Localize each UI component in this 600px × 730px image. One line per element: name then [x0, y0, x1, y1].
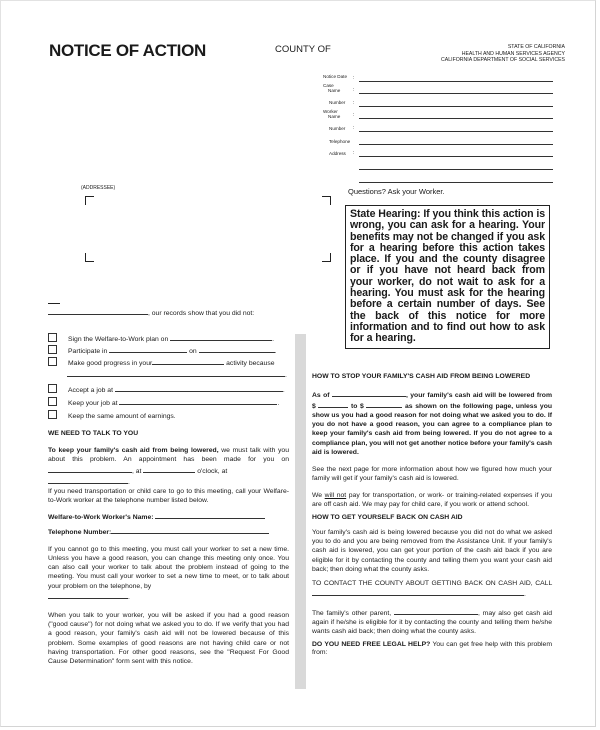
field-colon: : — [353, 112, 355, 118]
field-line[interactable] — [359, 93, 553, 94]
column-separator-bar — [295, 334, 306, 689]
date-blank[interactable] — [48, 307, 148, 315]
underlined-text: will not — [324, 491, 347, 499]
text: As of — [312, 392, 330, 400]
punct: . — [282, 387, 285, 394]
expenses-paragraph — [312, 491, 552, 509]
appointment-time-blank[interactable] — [143, 465, 195, 473]
records-statement — [48, 307, 254, 317]
field-case-name[interactable] — [323, 84, 583, 96]
bold-text: To keep your family's cash aid from being lowered, — [48, 447, 219, 455]
punct: . — [277, 400, 280, 407]
amount-from-blank[interactable] — [318, 400, 348, 408]
telephone-label: Telephone Number: — [48, 528, 112, 536]
other-parent-paragraph — [312, 607, 552, 636]
checklist-text: Keep your job at — [68, 400, 118, 407]
text: pay for transportation, or work- or training-related expenses if you are off cash aid. We may pay for child care, if you work or attend school. — [312, 491, 552, 509]
checkbox[interactable] — [48, 345, 57, 354]
agency-line: STATE OF CALIFORNIA — [507, 44, 565, 50]
field-line[interactable] — [359, 81, 553, 82]
checklist-item[interactable] — [48, 410, 176, 422]
appointment-date-blank[interactable] — [48, 465, 132, 473]
checkbox[interactable] — [48, 397, 57, 406]
text: We — [312, 491, 325, 499]
contact-paragraph: TO CONTACT THE COUNTY ABOUT GETTING BACK ON CASH AID, CALL . — [312, 579, 552, 598]
addressee-corner-mark — [322, 253, 331, 262]
deadline-blank[interactable] — [48, 591, 128, 599]
checklist-mid: activity because — [226, 360, 275, 367]
punct: . — [272, 336, 275, 343]
field-label: Notice Date — [323, 74, 348, 79]
checklist-text: Make good progress in your — [68, 360, 153, 367]
field-colon: : — [353, 100, 355, 106]
checklist-text: Keep the same amount of earnings. — [68, 413, 176, 420]
field-line[interactable] — [359, 144, 553, 145]
amount-to-blank[interactable] — [366, 400, 402, 408]
section-heading: HOW TO GET YOURSELF BACK ON CASH AID — [312, 514, 463, 522]
text: as shown on the following page, unless you show us you had a good reason for not doing what we asked you to do. If you do not have a good reason, you can agree to a compliance plan to keep your family's cash aid from being lowered. If you do not agree to a compliance plan, you will not get another notice before your family's cash aid is lowered. — [312, 403, 553, 456]
agency-header — [441, 44, 565, 64]
telephone-row — [48, 526, 289, 537]
legal-help-paragraph — [312, 641, 552, 657]
field-case-number[interactable] — [323, 97, 583, 109]
back-on-aid-paragraph: Your family's cash aid is being lowered because you did not do what we asked you to do and you are being removed from the Assistance Unit. If your family's cash aid is lowered, you can get your portion of the cash aid back if you are eligible for it by contacting the county and telling them you want your cash aid back; then doing what the county asks. — [312, 529, 552, 573]
field-prefix: Worker — [323, 109, 338, 114]
text: to $ — [351, 403, 364, 411]
checklist-text: Sign the Welfare-to-Work plan on — [68, 336, 169, 343]
cannot-go-paragraph: If you cannot go to this meeting, you must call your worker to set a new time. Unless you have a good reason, you can change this meeting only once. You can also call your worker to talk about the problem instead of going to the meeting. You must call your worker to set a new time to meet, or to talk about your problem on the telephone, by . — [48, 545, 289, 601]
addressee-corner-mark — [322, 196, 331, 205]
field-label: Number — [329, 126, 346, 131]
good-cause-paragraph: When you talk to your worker, you will be asked if you had a good reason ("good cause") for not doing what we asked you to do. If we verify that you had a good reason, your family's cash aid will not be lowered because of this problem. Some examples of good reasons are not having child care or not having transportation. For other good reasons, see the "Request For Good Cause Determination" form sent with this notice. — [48, 612, 289, 666]
field-label: Telephone — [329, 139, 351, 144]
punct: . — [274, 348, 277, 355]
other-parent-blank[interactable] — [394, 607, 478, 615]
appointment-paragraph: To keep your family's cash aid from being lowered, we must talk with you about this problem. An appointment has been made for you on , at o'clock, at . — [48, 447, 289, 486]
text: TO CONTACT THE COUNTY ABOUT GETTING BACK ON CASH AID, CALL — [312, 579, 552, 587]
blank[interactable] — [170, 333, 275, 343]
field-label: Name — [328, 114, 341, 119]
field-line[interactable] — [359, 156, 553, 157]
worker-name-row — [48, 511, 289, 522]
text: , may also get cash aid again if he/she is eligible for it by contacting the county and telling them he/she wants cash aid back; then doing what the county asks. — [312, 609, 553, 636]
text: , at — [132, 467, 142, 475]
checkbox[interactable] — [48, 357, 57, 366]
field-colon: : — [353, 150, 355, 156]
field-worker-name[interactable] — [323, 109, 583, 121]
field-prefix: Case — [323, 83, 334, 88]
page-title: NOTICE OF ACTION — [49, 41, 207, 60]
section-heading: HOW TO STOP YOUR FAMILY'S CASH AID FROM BEING LOWERED — [312, 373, 531, 380]
blank[interactable] — [115, 384, 283, 392]
field-label: Address — [329, 151, 346, 156]
addressee-corner-mark — [85, 196, 94, 205]
blank[interactable] — [67, 369, 285, 377]
checklist-continuation[interactable] — [67, 369, 287, 381]
addressee-label: (ADDRESSEE) — [81, 185, 116, 191]
stop-lowering-section — [312, 372, 552, 657]
checkbox[interactable] — [48, 333, 57, 342]
field-address[interactable] — [323, 147, 583, 159]
field-line[interactable] — [359, 131, 553, 132]
contact-phone-blank[interactable] — [312, 588, 524, 596]
blank[interactable] — [119, 397, 280, 407]
checkbox[interactable] — [48, 384, 57, 393]
addressee-corner-mark — [85, 253, 94, 262]
appointment-place-blank[interactable] — [48, 476, 128, 484]
field-telephone[interactable] — [323, 135, 583, 147]
field-label: Number — [329, 100, 346, 105]
date-dash — [48, 303, 60, 304]
blank[interactable] — [109, 345, 187, 353]
checklist-text: Accept a job at — [68, 387, 113, 394]
field-colon: : — [353, 125, 355, 131]
transport-paragraph: If you need transportation or child care to go to this meeting, call your Welfare-to-Work worker at the telephone number listed below. — [48, 488, 289, 505]
state-hearing-box: State Hearing: If you think this action is wrong, you can ask for a hearing. Your benefits may not be changed if you ask for a hearing before this action takes place. If you and the county disagree or if you have not heard back from your worker, do not wait to ask for a hearing. You must ask for the hearing before a certain number of days. See the back of this notice for more information and to find out how to ask for a hearing. — [345, 205, 550, 349]
checklist-item[interactable] — [48, 397, 279, 409]
next-page-paragraph: See the next page for more information about how we figured how much your family will get if your family's cash aid is lowered. — [312, 465, 552, 482]
telephone-blank[interactable] — [111, 526, 269, 534]
checkbox[interactable] — [48, 410, 57, 419]
text: , your family's cash aid will be lowered from $ — [312, 392, 553, 411]
county-label: COUNTY OF — [275, 44, 331, 55]
punct: . — [285, 372, 287, 379]
field-notice-date[interactable] — [323, 72, 583, 84]
text: o'clock, at — [197, 467, 228, 475]
bold-text: DO YOU NEED FREE LEGAL HELP? — [312, 641, 431, 649]
text: The family's other parent, — [312, 609, 392, 617]
field-colon: : — [353, 75, 355, 81]
checklist-item[interactable] — [48, 333, 274, 345]
checklist-text: Participate in — [68, 348, 108, 355]
blank[interactable] — [199, 345, 275, 353]
field-worker-number[interactable] — [323, 122, 583, 134]
agency-line: CALIFORNIA DEPARTMENT OF SOCIAL SERVICES — [441, 57, 565, 63]
agency-line: HEALTH AND HUMAN SERVICES AGENCY — [461, 50, 565, 57]
field-label: Name — [328, 88, 341, 93]
checklist-item[interactable] — [48, 357, 275, 369]
questions-text: Questions? Ask your Worker. — [348, 187, 445, 196]
address-line-2[interactable] — [359, 169, 553, 170]
checklist-mid: on — [189, 348, 197, 355]
address-line-3[interactable] — [359, 182, 553, 183]
field-colon: : — [353, 87, 355, 93]
text: we must talk with you about this problem. An appointment has been made for you on — [48, 447, 289, 464]
effective-date-blank[interactable] — [332, 389, 406, 397]
worker-name-blank[interactable] — [155, 511, 265, 519]
records-text: , our records show that you did not: — [148, 310, 255, 317]
section-heading: WE NEED TO TALK TO YOU — [48, 430, 139, 437]
field-line[interactable] — [359, 106, 553, 107]
blank[interactable] — [152, 357, 224, 365]
text: You can get free help with this problem from: — [312, 641, 552, 657]
stop-paragraph — [312, 389, 552, 457]
checklist-item[interactable] — [48, 345, 276, 357]
talk-section — [48, 429, 289, 666]
field-line[interactable] — [359, 118, 553, 119]
checklist-item[interactable] — [48, 384, 285, 396]
worker-name-label: Welfare-to-Work Worker's Name: — [48, 514, 154, 522]
text: If you cannot go to this meeting, you must call your worker to set a new time. Unless you have a good reason, you can change this meeting only once. You can also call your worker to talk about the problem instead of going to the meeting. You must call your worker to set a new time to meet, or to talk about your problem on the telephone, by — [48, 545, 289, 590]
